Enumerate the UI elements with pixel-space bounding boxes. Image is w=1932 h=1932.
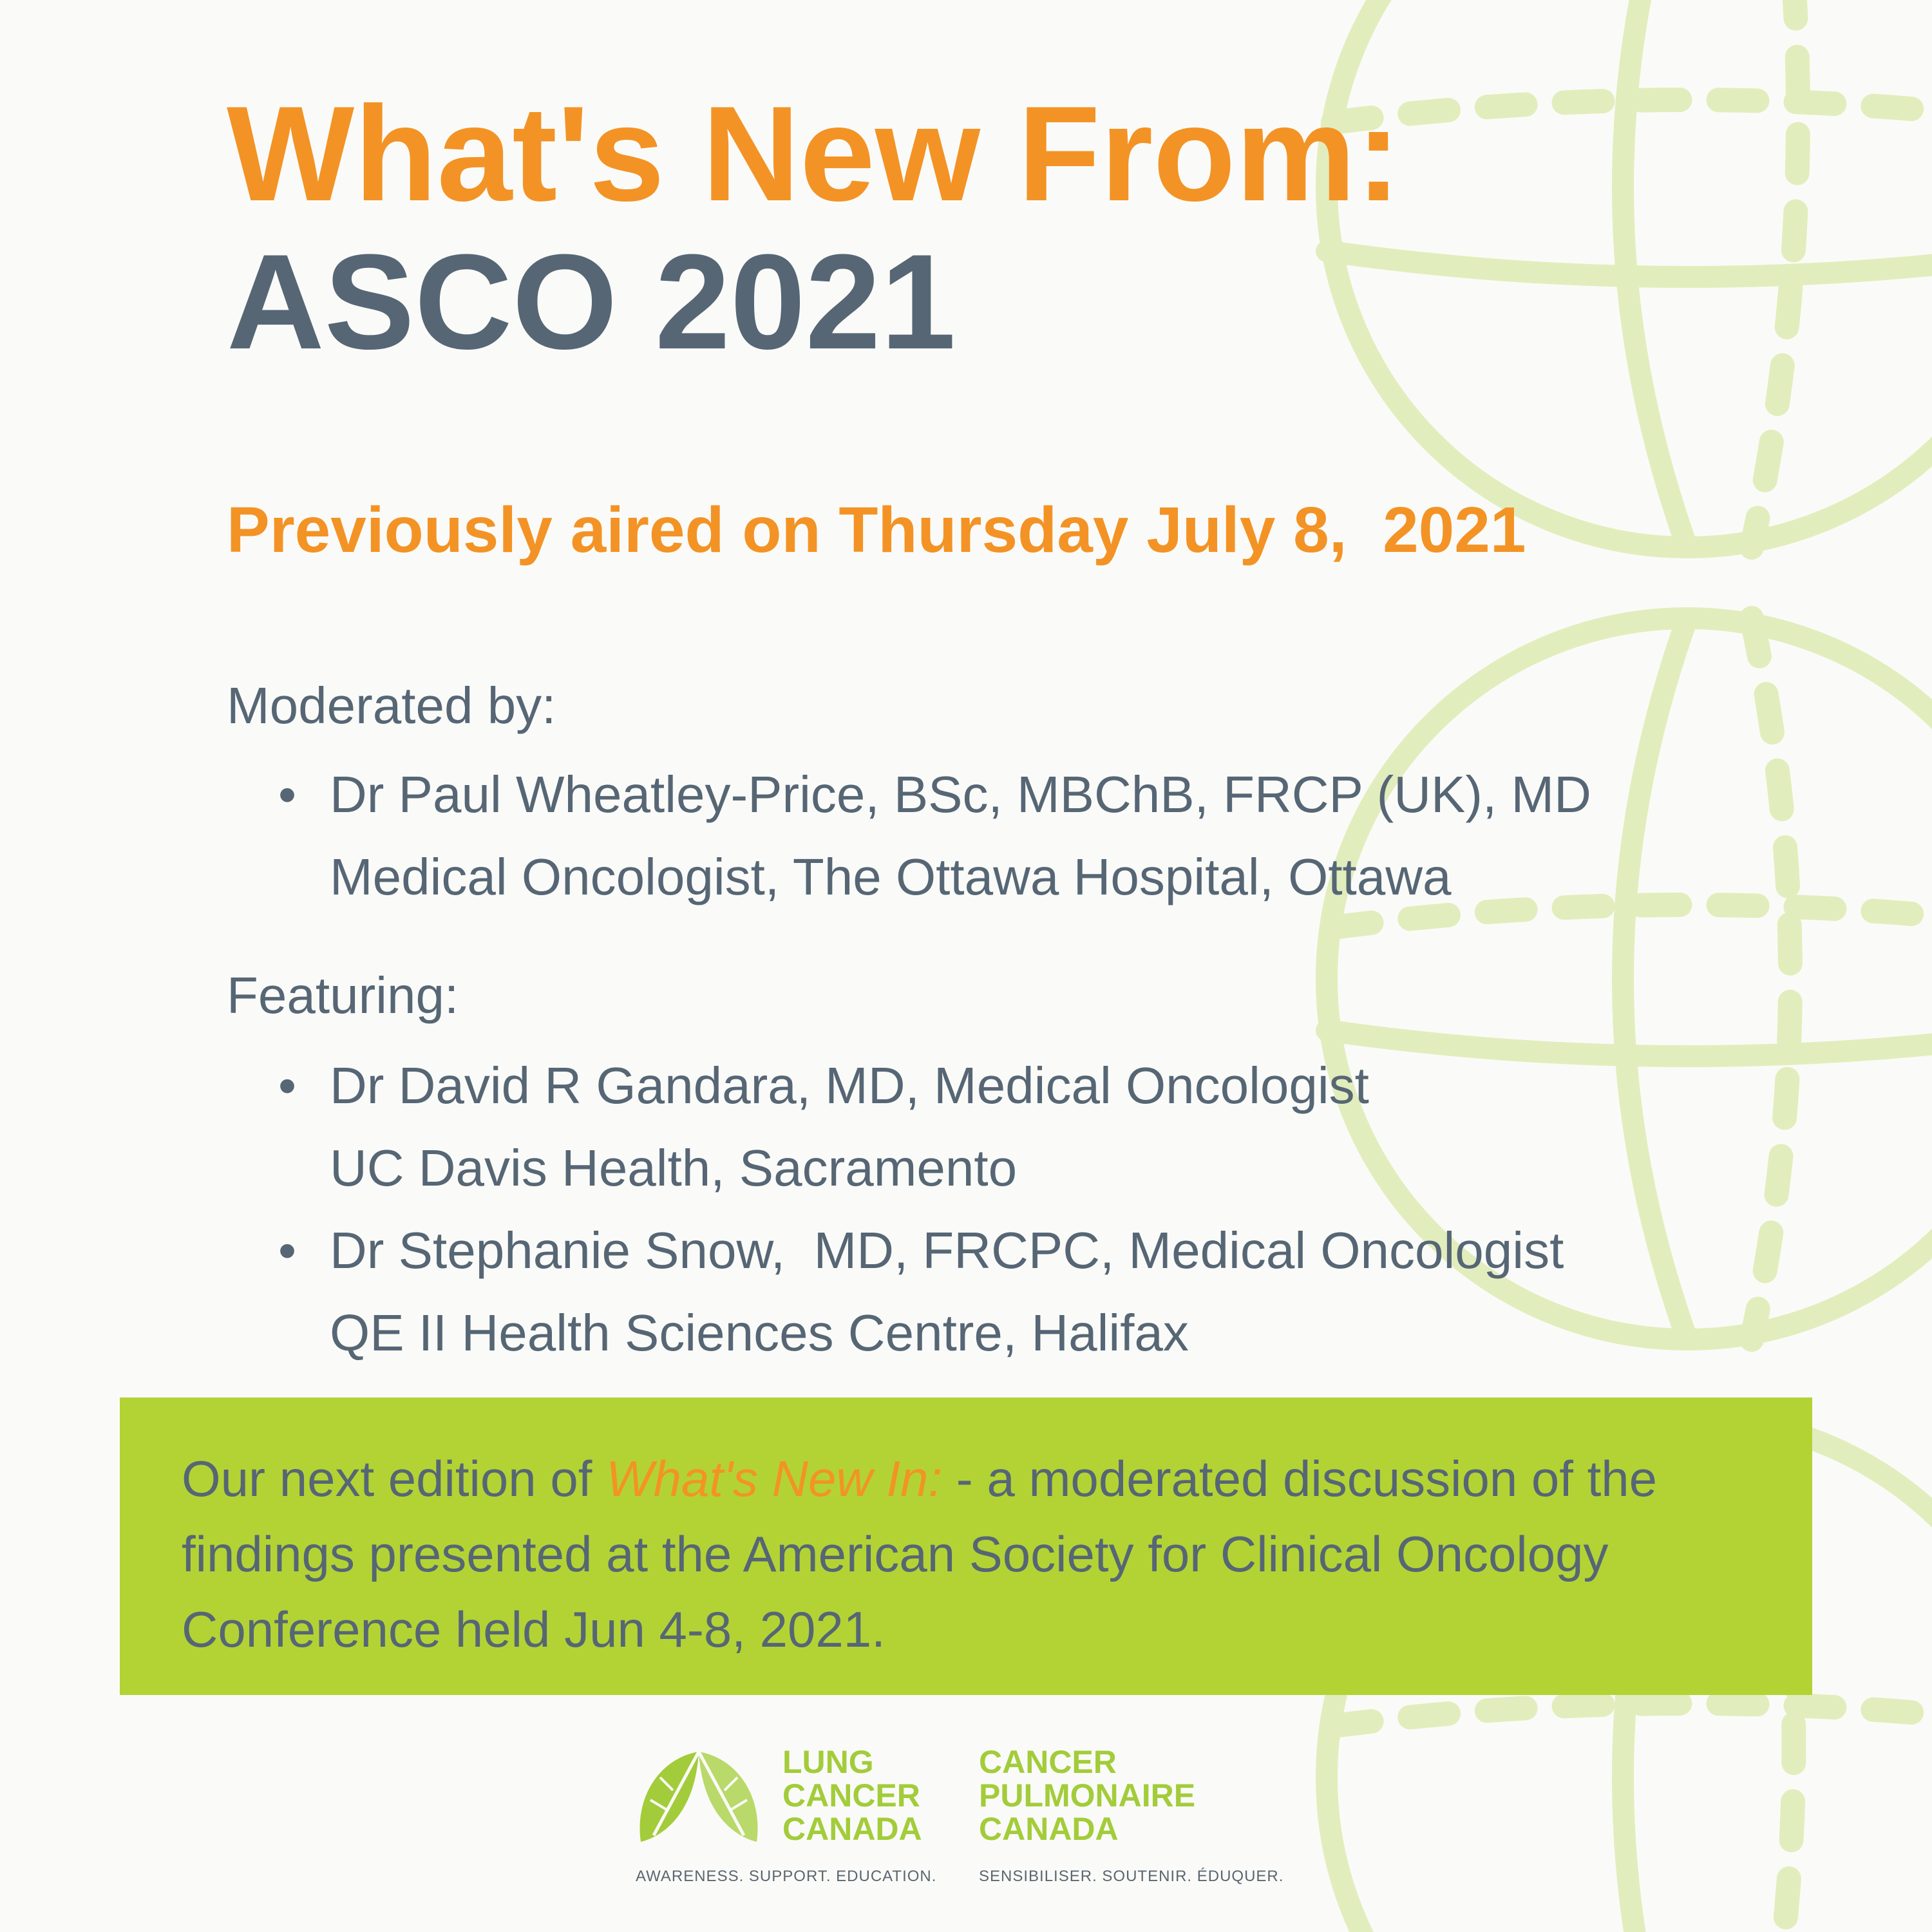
moderated-by-label: Moderated by:	[227, 677, 556, 734]
featured-affiliation: UC Davis Health, Sacramento	[330, 1139, 1018, 1197]
logo-english-name: LUNG CANCER CANADA	[782, 1744, 922, 1847]
title-line-2: ASCO 2021	[227, 226, 956, 377]
featured-name: Dr David R Gandara, MD, Medical Oncologist	[330, 1057, 1369, 1114]
lung-cancer-canada-logo	[634, 1739, 1311, 1893]
leaf-logo-icon	[634, 1739, 763, 1855]
logo-french-tagline: SENSIBILISER. SOUTENIR. ÉDUQUER.	[979, 1868, 1284, 1885]
title-line-1: What's New From:	[227, 78, 1401, 229]
moderator-name: Dr Paul Wheatley-Price, BSc, MBChB, FRCP (UK), MD	[330, 766, 1591, 823]
globe-icon	[1327, 0, 1932, 547]
featured-affiliation: QE II Health Sciences Centre, Halifax	[330, 1304, 1189, 1361]
featured-name: Dr Stephanie Snow, MD, FRCPC, Medical Oncologist	[330, 1222, 1564, 1279]
bullet-icon: •	[278, 766, 297, 823]
bullet-icon: •	[278, 1222, 297, 1279]
banner-text-intro: Our next edition of	[182, 1450, 607, 1507]
logo-french-name: CANCER PULMONAIRE CANADA	[979, 1744, 1196, 1847]
banner-text	[182, 1441, 1766, 1667]
moderator-affiliation: Medical Oncologist, The Ottawa Hospital, Ottawa	[330, 848, 1452, 905]
banner-text-rest: - a moderated discussion of the findings presented at the American Society for Clinical Oncology Conference held Jun 4-8, 2021.	[182, 1450, 1658, 1658]
aired-date: Previously aired on Thursday July 8, 2021	[227, 494, 1526, 566]
logo-english-tagline: AWARENESS. SUPPORT. EDUCATION.	[636, 1868, 937, 1885]
next-edition-banner	[120, 1397, 1812, 1695]
featuring-label: Featuring:	[227, 967, 459, 1024]
bullet-icon: •	[278, 1057, 297, 1114]
banner-highlight: What's New In:	[606, 1450, 943, 1507]
